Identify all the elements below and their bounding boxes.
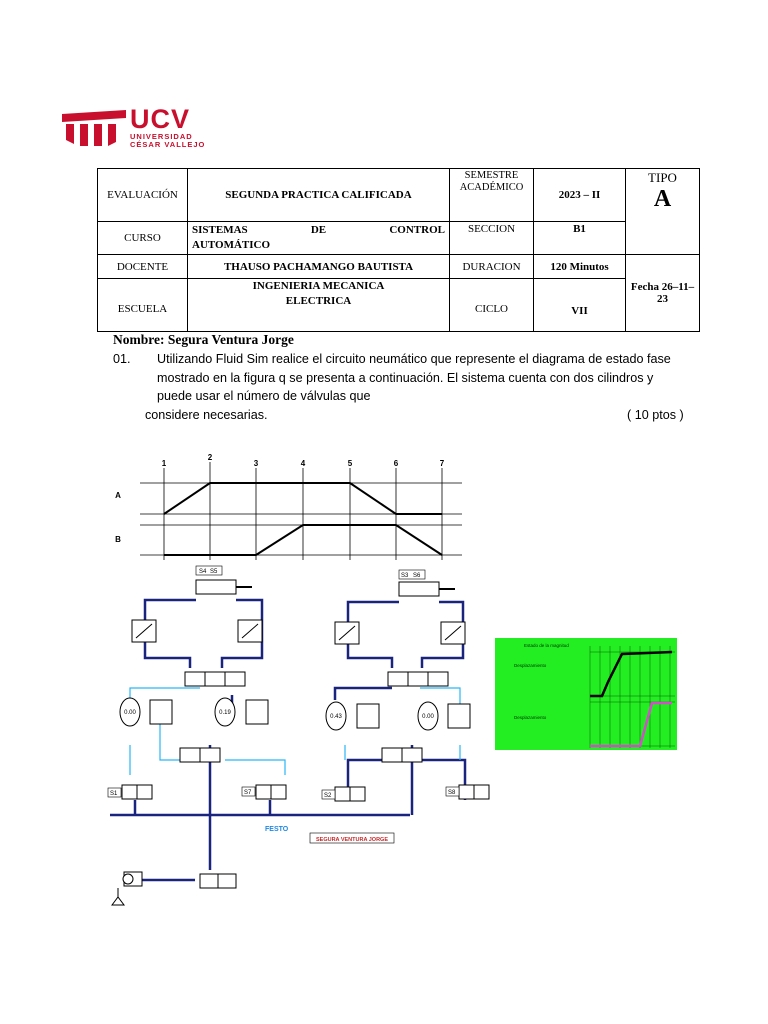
question-line1: Utilizando Fluid Sim realice el circuito neumático que represente el diagrama de estado fase	[157, 352, 671, 366]
escuela-label: ESCUELA	[98, 279, 188, 332]
curso-value: SISTEMAS DE CONTROL AUTOMÁTICO	[188, 222, 450, 255]
step-4: 4	[300, 459, 306, 468]
sim-panel-bg	[495, 638, 677, 750]
state-diagram	[115, 453, 462, 560]
question-line2: mostrado en la figura q se presenta a continuación. El sistema cuenta con dos cilindros y	[157, 371, 654, 385]
row-a-label: A	[115, 491, 121, 500]
sensor-s2: S2	[324, 793, 332, 799]
fecha: Fecha 26–11–23	[626, 255, 700, 332]
sim-title: Estado de la magnitud	[524, 643, 569, 648]
flow-value-4: 0.00	[422, 714, 434, 720]
sensor-s4: S4	[199, 569, 207, 575]
sensor-s5: S5	[210, 569, 218, 575]
sim-panel	[495, 638, 677, 750]
sensor-s3: S3	[401, 573, 409, 579]
cylinder-a-body	[196, 580, 236, 594]
sim-row2: Desplazamiento	[514, 715, 547, 720]
docente-label: DOCENTE	[98, 255, 188, 279]
logo-line2: CÉSAR VALLEJO	[130, 140, 206, 149]
step-2: 2	[207, 453, 213, 462]
pneumatic-circuit	[108, 566, 489, 905]
docente-value: THAUSO PACHAMANGO BAUTISTA	[188, 255, 450, 279]
semestre-label: SEMESTRE ACADÉMICO	[450, 169, 534, 222]
question-line4: considere necesarias.	[145, 408, 268, 422]
logo-main: UCV	[130, 104, 191, 134]
tipo-value: A	[653, 186, 672, 212]
tipo-label: TIPO	[648, 170, 677, 185]
ciclo-label: CICLO	[450, 279, 534, 332]
question-number: 01.	[113, 352, 131, 366]
student-name: Nombre: Segura Ventura Jorge	[113, 332, 294, 347]
question-line3: puede usar el número de válvulas que	[157, 389, 371, 403]
duracion-label: DURACION	[450, 255, 534, 279]
author-tag: SEGURA VENTURA JORGE	[315, 837, 389, 843]
sim-row1: Desplazamiento	[514, 663, 547, 668]
ciclo-value: VII	[534, 279, 626, 332]
seccion-value: B1	[534, 222, 626, 255]
question-points: ( 10 ptos )	[627, 408, 684, 422]
flow-value-1: 0.00	[124, 710, 136, 716]
sensor-s8: S8	[448, 790, 456, 796]
step-6: 6	[393, 459, 399, 468]
sensor-s1: S1	[110, 791, 118, 797]
step-7: 7	[439, 459, 445, 468]
step-1: 1	[161, 459, 167, 468]
semestre-value: 2023 – II	[534, 169, 626, 222]
festo-brand: FESTO	[265, 826, 289, 833]
logo-line1: UNIVERSIDAD	[130, 132, 193, 141]
flow-value-3: 0.43	[330, 714, 342, 720]
step-5: 5	[347, 459, 353, 468]
escuela-value: INGENIERIA MECANICA ELECTRICA	[188, 279, 450, 332]
flow-value-2: 0.19	[219, 710, 231, 716]
evaluacion-value: SEGUNDA PRACTICA CALIFICADA	[188, 169, 450, 222]
cylinder-b-body	[399, 582, 439, 596]
sensor-s6: S6	[413, 573, 421, 579]
step-3: 3	[253, 459, 259, 468]
evaluacion-label: EVALUACIÓN	[98, 169, 188, 222]
duracion-value: 120 Minutos	[534, 255, 626, 279]
curso-label: CURSO	[98, 222, 188, 255]
sensor-s7: S7	[244, 790, 252, 796]
row-b-label: B	[115, 535, 121, 544]
seccion-label: SECCION	[450, 222, 534, 255]
